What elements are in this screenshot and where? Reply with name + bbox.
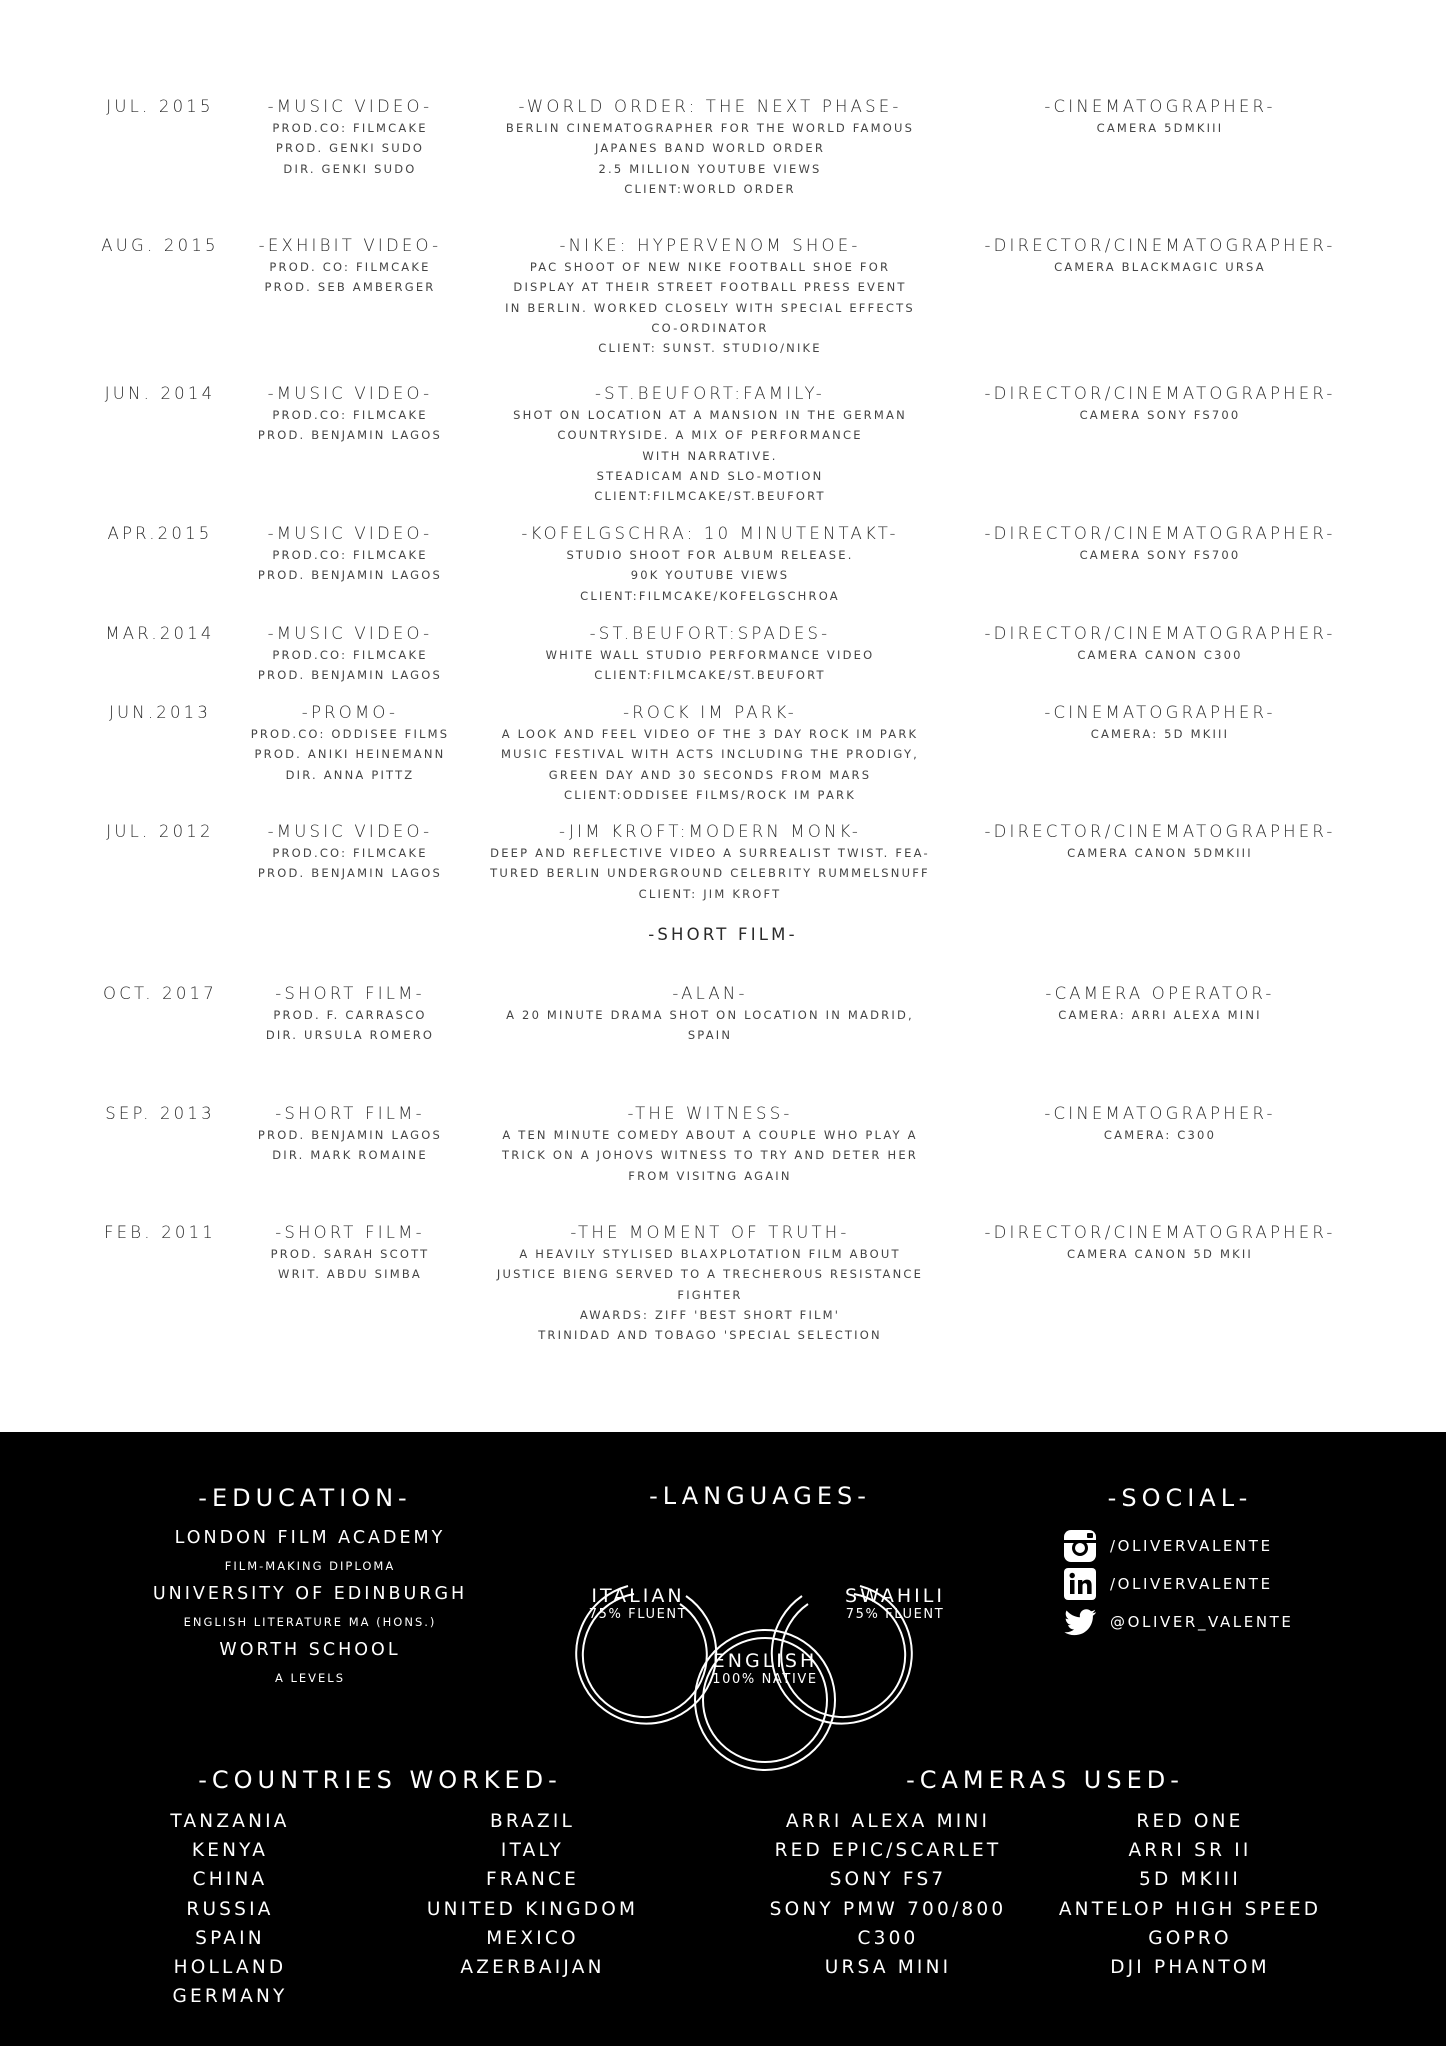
cameras-heading: -CAMERAS USED- bbox=[906, 1766, 1184, 1794]
languages-heading: -LANGUAGES- bbox=[649, 1482, 871, 1510]
social-linkedin[interactable] bbox=[1062, 1566, 1273, 1602]
social-handle: @OLIVER_VALENTE bbox=[1110, 1613, 1294, 1631]
language-name: ITALIAN bbox=[591, 1585, 685, 1607]
credit-role-column bbox=[940, 702, 1380, 744]
social-handle: /OLIVERVALENTE bbox=[1110, 1537, 1273, 1555]
credit-camera: CAMERA CANON C300 bbox=[1077, 648, 1243, 662]
credit-production: PROD. CO: FILMCAKE bbox=[269, 260, 431, 274]
education-school: LONDON FILM ACADEMY bbox=[174, 1528, 446, 1548]
credit-description: TURED BERLIN UNDERGROUND CELEBRITY RUMMELSNUFF bbox=[490, 866, 930, 881]
education-detail: ENGLISH LITERATURE MA (HONS.) bbox=[183, 1615, 437, 1629]
credit-camera: CAMERA BLACKMAGIC URSA bbox=[1054, 260, 1266, 274]
credit-production: DIR. GENKI SUDO bbox=[283, 161, 417, 176]
country-item: CHINA bbox=[192, 1869, 268, 1891]
credit-description: A HEAVILY STYLISED BLAXPLOTATION FILM ABOUT bbox=[519, 1247, 901, 1261]
credit-type: -SHORT FILM- bbox=[275, 1223, 425, 1242]
credit-title: -ROCK IM PARK- bbox=[623, 703, 797, 722]
credit-type-column bbox=[230, 983, 470, 1046]
education-heading: -EDUCATION- bbox=[198, 1484, 412, 1512]
credit-date: SEP. 2013 bbox=[105, 1104, 215, 1123]
credit-description: DISPLAY AT THEIR STREET FOOTBALL PRESS EVENT bbox=[513, 280, 907, 295]
country-item: AZERBAIJAN bbox=[460, 1957, 605, 1979]
credit-role-column bbox=[940, 983, 1380, 1025]
credit-camera: CAMERA SONY FS700 bbox=[1079, 548, 1241, 562]
credit-role-column bbox=[940, 235, 1380, 277]
credit-project-column bbox=[470, 623, 950, 686]
credit-production: PROD. F. CARRASCO bbox=[273, 1008, 427, 1022]
credit-description: WITH NARRATIVE. bbox=[642, 448, 778, 463]
language-name: SWAHILI bbox=[845, 1585, 945, 1607]
credit-date: APR.2015 bbox=[107, 524, 213, 543]
credit-type-column bbox=[230, 383, 470, 446]
credit-role: -CAMERA OPERATOR- bbox=[1045, 984, 1275, 1003]
credit-project-column bbox=[470, 702, 950, 805]
credit-description: STEADICAM AND SLO-MOTION bbox=[596, 468, 824, 483]
credit-date: MAR.2014 bbox=[105, 624, 215, 643]
social-twitter[interactable] bbox=[1062, 1604, 1294, 1640]
credit-camera: CAMERA: 5D MKIII bbox=[1090, 727, 1230, 741]
credit-description: TRICK ON A JOHOVS WITNESS TO TRY AND DETER HER bbox=[502, 1148, 918, 1163]
credit-date: JUN. 2014 bbox=[104, 384, 216, 403]
credit-description: CLIENT:FILMCAKE/KOFELGSCHROA bbox=[580, 588, 840, 603]
language-english bbox=[694, 1650, 836, 1688]
credit-role: -CINEMATOGRAPHER- bbox=[1044, 1104, 1276, 1123]
credit-role: -DIRECTOR/CINEMATOGRAPHER- bbox=[984, 822, 1336, 841]
credit-type-column bbox=[230, 523, 470, 586]
cameras-list bbox=[748, 1807, 1028, 1982]
credit-description: STUDIO SHOOT FOR ALBUM RELEASE. bbox=[566, 548, 854, 562]
credit-description: CO-ORDINATOR bbox=[651, 320, 769, 335]
credit-role: -DIRECTOR/CINEMATOGRAPHER- bbox=[984, 524, 1336, 543]
credit-camera: CAMERA CANON 5D MKII bbox=[1066, 1247, 1253, 1261]
camera-item: 5D MKIII bbox=[1139, 1869, 1241, 1891]
credit-role: -DIRECTOR/CINEMATOGRAPHER- bbox=[984, 624, 1336, 643]
credit-role-column bbox=[940, 821, 1380, 863]
credit-role: -DIRECTOR/CINEMATOGRAPHER- bbox=[984, 236, 1336, 255]
credit-type-column bbox=[230, 1222, 470, 1285]
credit-description: CLIENT:WORLD ORDER bbox=[624, 181, 796, 196]
camera-item: SONY PMW 700/800 bbox=[769, 1898, 1007, 1920]
credit-production: DIR. URSULA ROMERO bbox=[265, 1028, 435, 1043]
credit-production: PROD. BENJAMIN LAGOS bbox=[257, 1128, 443, 1142]
credit-type: -MUSIC VIDEO- bbox=[267, 97, 433, 116]
credit-description: CLIENT:ODDISEE FILMS/ROCK IM PARK bbox=[564, 787, 856, 802]
credit-production: DIR. ANNA PITTZ bbox=[285, 767, 415, 782]
country-item: HOLLAND bbox=[173, 1957, 287, 1979]
credit-description: FIGHTER bbox=[677, 1287, 743, 1302]
credit-title: -ST.BEUFORT:SPADES- bbox=[589, 624, 831, 643]
info-panel bbox=[0, 1432, 1446, 2046]
camera-item: GOPRO bbox=[1148, 1927, 1232, 1949]
camera-item: ANTELOP HIGH SPEED bbox=[1058, 1898, 1322, 1920]
credit-date: FEB. 2011 bbox=[103, 1223, 216, 1242]
credit-description: CLIENT: JIM KROFT bbox=[638, 886, 782, 901]
credit-description: CLIENT:FILMCAKE/ST.BEUFORT bbox=[594, 489, 826, 504]
credit-role: -CINEMATOGRAPHER- bbox=[1044, 703, 1276, 722]
credit-role-column bbox=[940, 523, 1380, 565]
credit-type: -SHORT FILM- bbox=[275, 1104, 425, 1123]
credit-description: TRINIDAD AND TOBAGO 'SPECIAL SELECTION bbox=[538, 1328, 882, 1343]
credit-title: -ST.BEUFORT:FAMILY- bbox=[595, 384, 825, 403]
credit-production: PROD. GENKI SUDO bbox=[275, 141, 425, 156]
social-instagram[interactable] bbox=[1062, 1528, 1273, 1564]
credit-type: -MUSIC VIDEO- bbox=[267, 384, 433, 403]
credit-description: A TEN MINUTE COMEDY ABOUT A COUPLE WHO PLAY A bbox=[502, 1128, 918, 1142]
credit-role: -DIRECTOR/CINEMATOGRAPHER- bbox=[984, 1223, 1336, 1242]
camera-item: URSA MINI bbox=[824, 1957, 952, 1979]
education-school: UNIVERSITY OF EDINBURGH bbox=[152, 1584, 468, 1604]
credit-project-column bbox=[470, 821, 950, 904]
credit-role-column bbox=[940, 1103, 1380, 1145]
credit-description: PAC SHOOT OF NEW NIKE FOOTBALL SHOE FOR bbox=[529, 260, 891, 274]
credit-type: -SHORT FILM- bbox=[275, 984, 425, 1003]
credit-title: -KOFELGSCHRA: 10 MINUTENTAKT- bbox=[521, 524, 899, 543]
credit-role-column bbox=[940, 383, 1380, 425]
credit-title: -NIKE: HYPERVENOM SHOE- bbox=[559, 236, 861, 255]
credit-production: PROD. ANIKI HEINEMANN bbox=[254, 747, 446, 762]
credit-camera: CAMERA: ARRI ALEXA MINI bbox=[1058, 1008, 1262, 1022]
credit-title: -WORLD ORDER: THE NEXT PHASE- bbox=[518, 97, 902, 116]
credit-production: DIR. MARK ROMAINE bbox=[272, 1148, 428, 1163]
credit-production: PROD.CO: FILMCAKE bbox=[272, 548, 428, 562]
credit-date: JUL. 2015 bbox=[106, 97, 214, 116]
credit-role-column bbox=[940, 1222, 1380, 1264]
credit-date: AUG. 2015 bbox=[101, 236, 219, 255]
country-item: BRAZIL bbox=[489, 1811, 576, 1832]
education-detail: FILM-MAKING DIPLOMA bbox=[224, 1559, 396, 1573]
credit-production: PROD. BENJAMIN LAGOS bbox=[257, 568, 443, 583]
social-handle: /OLIVERVALENTE bbox=[1110, 1575, 1273, 1593]
credit-date: JUL. 2012 bbox=[106, 822, 214, 841]
credit-description: GREEN DAY AND 30 SECONDS FROM MARS bbox=[548, 767, 872, 782]
credit-project-column bbox=[470, 523, 950, 606]
country-item: ITALY bbox=[500, 1840, 565, 1862]
camera-item: SONY FS7 bbox=[829, 1869, 947, 1891]
credit-production: PROD. BENJAMIN LAGOS bbox=[257, 668, 443, 683]
countries-list bbox=[400, 1807, 665, 1982]
credit-project-column bbox=[470, 383, 950, 506]
credit-production: PROD.CO: FILMCAKE bbox=[272, 121, 428, 135]
education-detail: A LEVELS bbox=[274, 1671, 346, 1685]
credit-production: WRIT. ABDU SIMBA bbox=[278, 1267, 422, 1282]
country-item: TANZANIA bbox=[170, 1811, 290, 1832]
credit-role-column bbox=[940, 96, 1380, 138]
country-item: MEXICO bbox=[486, 1927, 579, 1949]
credit-description: IN BERLIN. WORKED CLOSELY WITH SPECIAL EFFECTS bbox=[505, 300, 915, 315]
credit-date: JUN.2013 bbox=[108, 703, 212, 722]
credit-title: -THE MOMENT OF TRUTH- bbox=[570, 1223, 850, 1242]
credit-type-column bbox=[230, 1103, 470, 1166]
credit-type: -MUSIC VIDEO- bbox=[267, 524, 433, 543]
social-heading: -SOCIAL- bbox=[1107, 1484, 1253, 1512]
credit-type: -MUSIC VIDEO- bbox=[267, 822, 433, 841]
credit-type: -EXHIBIT VIDEO- bbox=[258, 236, 442, 255]
country-item: RUSSIA bbox=[186, 1898, 274, 1920]
language-italian bbox=[568, 1585, 708, 1623]
credit-production: PROD.CO: ODDISEE FILMS bbox=[250, 727, 450, 741]
country-item: GERMANY bbox=[172, 1986, 288, 2008]
education-school: WORTH SCHOOL bbox=[219, 1640, 401, 1660]
credit-type-column bbox=[230, 623, 470, 686]
credit-description: JUSTICE BIENG SERVED TO A TRECHEROUS RESISTANCE bbox=[496, 1267, 924, 1282]
country-item: KENYA bbox=[191, 1840, 269, 1862]
credit-camera: CAMERA: C300 bbox=[1103, 1128, 1217, 1142]
credit-title: -ALAN- bbox=[672, 984, 748, 1003]
credit-production: PROD. BENJAMIN LAGOS bbox=[257, 428, 443, 443]
credit-type: -MUSIC VIDEO- bbox=[267, 624, 433, 643]
cameras-list bbox=[1050, 1807, 1330, 1982]
camera-item: ARRI ALEXA MINI bbox=[785, 1811, 991, 1832]
language-level: 75% FLUENT bbox=[845, 1607, 945, 1622]
camera-item: C300 bbox=[857, 1927, 919, 1949]
credit-type-column bbox=[230, 96, 470, 179]
credit-project-column bbox=[470, 96, 950, 199]
countries-list bbox=[130, 1807, 330, 2011]
credit-date: OCT. 2017 bbox=[103, 984, 217, 1003]
short-film-heading: -SHORT FILM- bbox=[648, 925, 798, 944]
credit-type-column bbox=[230, 235, 470, 298]
credit-description: WHITE WALL STUDIO PERFORMANCE VIDEO bbox=[545, 648, 875, 662]
credit-production: PROD.CO: FILMCAKE bbox=[272, 648, 428, 662]
camera-item: ARRI SR II bbox=[1128, 1840, 1252, 1862]
linkedin-icon bbox=[1062, 1566, 1098, 1602]
instagram-icon bbox=[1062, 1528, 1098, 1564]
credit-project-column bbox=[470, 1222, 950, 1345]
credit-production: PROD. SARAH SCOTT bbox=[270, 1247, 430, 1261]
credit-role: -DIRECTOR/CINEMATOGRAPHER- bbox=[984, 384, 1336, 403]
credit-production: PROD.CO: FILMCAKE bbox=[272, 408, 428, 422]
camera-item: DJI PHANTOM bbox=[1110, 1957, 1270, 1979]
credit-project-column bbox=[470, 235, 950, 358]
credit-description: CLIENT: SUNST. STUDIO/NIKE bbox=[598, 341, 822, 356]
credit-production: PROD. BENJAMIN LAGOS bbox=[257, 866, 443, 881]
credit-production: PROD.CO: FILMCAKE bbox=[272, 846, 428, 860]
credit-description: MUSIC FESTIVAL WITH ACTS INCLUDING THE PRODIGY, bbox=[500, 747, 920, 762]
credit-description: BERLIN CINEMATOGRAPHER FOR THE WORLD FAMOUS bbox=[505, 121, 915, 135]
country-item: UNITED KINGDOM bbox=[426, 1898, 639, 1920]
countries-heading: -COUNTRIES WORKED- bbox=[198, 1766, 562, 1794]
credit-description: AWARDS: ZIFF 'BEST SHORT FILM' bbox=[579, 1307, 841, 1322]
country-item: FRANCE bbox=[485, 1869, 580, 1891]
language-level: 75% FLUENT bbox=[588, 1607, 688, 1622]
credit-title: -THE WITNESS- bbox=[627, 1104, 793, 1123]
credit-description: COUNTRYSIDE. A MIX OF PERFORMANCE bbox=[557, 428, 863, 443]
twitter-icon bbox=[1062, 1604, 1098, 1640]
credit-description: JAPANES BAND WORLD ORDER bbox=[594, 141, 826, 156]
camera-item: RED EPIC/SCARLET bbox=[774, 1840, 1002, 1862]
credit-description: CLIENT:FILMCAKE/ST.BEUFORT bbox=[594, 668, 826, 683]
credit-type-column bbox=[230, 702, 470, 785]
language-name: ENGLISH bbox=[712, 1650, 818, 1672]
credit-description: A LOOK AND FEEL VIDEO OF THE 3 DAY ROCK IM PARK bbox=[501, 727, 919, 741]
credit-production: PROD. SEB AMBERGER bbox=[264, 280, 436, 295]
credit-project-column bbox=[470, 983, 950, 1046]
credit-camera: CAMERA CANON 5DMKIII bbox=[1067, 846, 1253, 860]
country-item: SPAIN bbox=[195, 1927, 265, 1949]
credit-description: SPAIN bbox=[687, 1028, 733, 1043]
credit-role: -CINEMATOGRAPHER- bbox=[1044, 97, 1276, 116]
language-swahili bbox=[825, 1585, 965, 1623]
credit-role-column bbox=[940, 623, 1380, 665]
camera-item: RED ONE bbox=[1136, 1811, 1244, 1832]
credit-type-column bbox=[230, 821, 470, 884]
credit-camera: CAMERA 5DMKIII bbox=[1096, 121, 1224, 135]
credit-title: -JIM KROFT:MODERN MONK- bbox=[559, 822, 861, 841]
credit-type: -PROMO- bbox=[301, 703, 399, 722]
credit-camera: CAMERA SONY FS700 bbox=[1079, 408, 1241, 422]
credit-project-column bbox=[470, 1103, 950, 1186]
credit-description: DEEP AND REFLECTIVE VIDEO A SURREALIST TWIST. FEA- bbox=[490, 846, 930, 860]
credit-description: SHOT ON LOCATION AT A MANSION IN THE GERMAN bbox=[513, 408, 907, 422]
credit-description: 90K YOUTUBE VIEWS bbox=[630, 568, 790, 583]
credit-description: A 20 MINUTE DRAMA SHOT ON LOCATION IN MADRID, bbox=[506, 1008, 914, 1022]
credit-description: 2.5 MILLION YOUTUBE VIEWS bbox=[598, 161, 822, 176]
credit-description: FROM VISITNG AGAIN bbox=[628, 1168, 792, 1183]
language-level: 100% NATIVE bbox=[712, 1672, 818, 1687]
